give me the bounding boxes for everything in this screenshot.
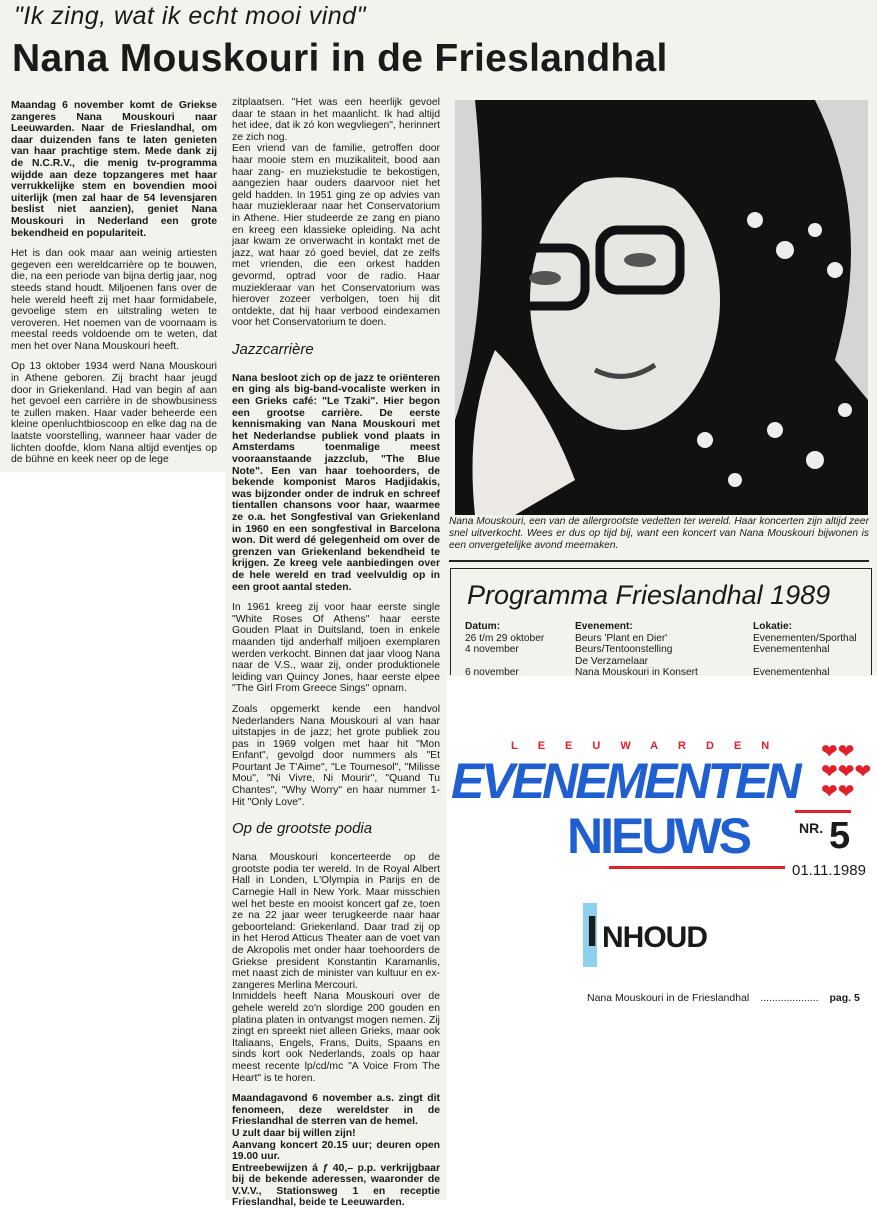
cell: 26 t/m 29 oktober [465,632,545,644]
divider [449,560,869,562]
cell: Evenementenhal [753,644,830,655]
cell: 4 november [465,644,519,655]
cell-empty [753,656,857,668]
programma-title: Programma Frieslandhal 1989 [467,580,831,610]
paragraph: Nana besloot zich op de jazz te oriënteren en ging als big-band-vocaliste werken in een Grieks café: "Le Tzaki". Hier begon een grootse carrière. De eerste kennismaking van Nana Mouskouri met het Nederlandse publiek vond plaats in Amsterdams toenmalige meest vooraanstaande jazzclub, "The Blue Note". Een van haar toehoorders, de bekende komponist Maros Hadjidakis, was bijzonder onder de indruk en schreef tientallen chansons voor haar, waarmee ze o.a. het Songfestival van Griekenland in 1960 en een songfestival in Barcelona won. Dit werd dé gelegenheid om over de grenzen van Griekenland bekendheid te krijgen. Ze kreeg vele aanbiedingen over de hele wereld en trad veelvuldig op in een groot aantal steden. [232,372,440,593]
column-header: Lokatie: [753,621,793,632]
inhoud-initial: I [586,907,599,956]
article-column-1 [11,100,217,475]
photo-caption: Nana Mouskouri, een van de allergrootste vedetten ter wereld. Haar koncerten zijn altijd zeer snel uitverkocht. Wees er dus op tijd bij, want een koncert van Nana Mouskouri bijwonen is een onvergetelijke avond meemaken. [449,516,869,551]
toc-title: Nana Mouskouri in de Frieslandhal [587,992,750,1004]
cell: Beurs 'Plant en Dier' [575,632,668,644]
article-headline: Nana Mouskouri in de Frieslandhal [12,37,668,80]
paragraph: Een vriend van de familie, getroffen door haar mooie stem en muzikaliteit, bood aan haar zang- en muziekstudie te bekostigen, aangezien haar ouders daarvoor niet het geld hadden. In 1951 ging ze op advies van haar muziekleraar naar het Conservatorium in Athene. Hier studeerde ze zang en piano en kreeg een klassieke opleiding. Na acht jaar kwam ze onverwacht in kontakt met de jazz, wat haar zó goed beviel, dat ze zelfs met vrienden, die een orkest hadden gevormd, optrad voor de radio. Haar muziekleraar van het Conservatorium was hierover zozeer verbolgen, toen hij dit ontdekte, dat hij haar verbood eindexamen voor het Conservatorium te doen. [232,143,440,329]
programma-box [450,568,872,678]
masthead-line1: EVENEMENTEN [451,753,799,809]
red-rule-top [795,810,851,813]
portrait-photo [455,100,868,515]
column-header: Datum: [465,621,501,632]
paragraph: Nana Mouskouri koncerteerde op de grootste podia ter wereld. In de Royal Albert Hall in Londen, L'Olympia in Parijs en de Carnegie Hall in New York. Maar misschien wel het beste en mooist koncert gaf ze, toen ze na 22 jaar weer terugkeerde naar haar geboorteland: Griekenland. Daar trad zij op in het Herod Atticus Theater aan de voet van de Akropolis met onder haar toehoorders de Griekse president Konstantin Karamanlis, met naast zich de minister van kultuur en ex-zangeres Merlina Mercouri. [232,852,440,991]
toc-entry[interactable] [587,992,860,1005]
article-kicker: "Ik zing, wat ik echt mooi vind" [14,2,366,30]
programma-column-datum [465,621,544,679]
programma-column-lokatie [753,621,857,679]
subheading-grootste-podia: Op de grootste podia [232,820,373,838]
toc-page: pag. 5 [829,992,860,1004]
paragraph: Maandagavond 6 november a.s. zingt dit fenomeen, deze wereldster in de Frieslandhal de sterren van de hemel. [232,1093,440,1128]
column-header: Evenement: [575,621,633,632]
paragraph: zitplaatsen. "Het was een heerlijk gevoel daar te staan in het maanlicht. Ik had altijd het idee, dat ik zó kon wegvliegen", herinnert ze zich nog. [232,97,440,143]
subheading-jazzcarriere: Jazzcarrière [232,340,314,358]
paragraph: Entreebewijzen á ƒ 40,– p.p. verkrijgbaar bij de bekende aderessen, waaronder de V.V.V., Stationsweg 1 en receptie Frieslandhal, beide te Leeuwarden. [232,1162,440,1209]
evenementen-nieuws-masthead [449,740,877,885]
hearts-icon: ❤❤ ❤❤❤ ❤❤ [821,741,872,803]
cell: 6 november [465,667,519,678]
paragraph: Op 13 oktober 1934 werd Nana Mouskouri in Athene geboren. Zij bracht haar jeugd door in Griekenland. Had van begin af aan het gevoel een carrière in de showbusiness te zullen maken. Haar vader beheerde een kleine openluchtbioscoop en elke dag na de laatste voorstelling, wanneer haar vader de lichten doofde, klom Nana altijd eventjes op de bühne en keek neer op de lege [11,361,217,466]
cell: De Verzamelaar [575,655,649,667]
masthead-city: LEEUWARDEN [511,740,790,752]
issue-number: 5 [829,815,851,857]
cell: Nana Mouskouri in Konsert [575,667,698,678]
lead-paragraph: Maandag 6 november komt de Griekse zangeres Nana Mouskouri naar Leeuwarden. Naar de Frieslandhal, om daar duizenden fans te laten genieten van haar prachtige stem. Mede dank zij de N.C.R.V., die menig tv-programma wijdde aan deze topzangeres met haar verrukkelijke stem en bovendien mooi uiterlijk (men zal haar de 54 levensjaren beslist niet aanzien), geniet Nana Mouskouri in Nederland een grote bekendheid en populariteit. [11,100,217,239]
toc-leader: .................... [760,992,819,1004]
red-rule-bottom [609,866,785,869]
cell: Evenementenhal [753,667,830,678]
cell: Beurs/Tentoonstelling [575,644,673,655]
issue-date: 01.11.1989 [792,862,866,879]
paragraph: Inmiddels heeft Nana Mouskouri over de gehele wereld zo'n slordige 200 gouden en platina platen in ontvangst mogen nemen. Zij zingt en spreekt niet alleen Grieks, maar ook Italiaans, Engels, Frans, Duits, Spaans en sinds kort ook Nederlands, zoals op haar meest recente lp/cd/mc "A Voice From The Heart" is te horen. [232,991,440,1084]
cell-empty [465,656,544,668]
paragraph: Aanvang koncert 20.15 uur; deuren open 19.00 uur. [232,1139,440,1163]
article-column-2 [232,97,440,1209]
paragraph: Zoals opgemerkt kende een handvol Nederlanders Nana Mouskouri al van haar uitstapjes in de jazz; het grote publiek zou pas in 1969 volgen met haar hit "Mon Enfant", gevolgd door nummers als "Et Pourtant Je T'Aime", "Le Tournesol", "Milisse Mou", "Ni Vivre, Ni Mourir", "Quand Tu Chantes", "Why Worry" en haar nummer 1-Hit "Only Love". [232,703,440,808]
masthead-line2: NIEUWS [567,808,749,864]
paragraph: In 1961 kreeg zij voor haar eerste single "White Roses Of Athens" haar eerste Gouden Plaat in Duitsland, toen in enkele maanden tijd anderhalf miljoen exemplaren werden verkocht. Binnen dat jaar vloog Nana naar de V.S., waar zij, onder produktionele leiding van Quincy Jones, haar eerste elpee "The Girl From Greece Sings" opnam. [232,602,440,695]
cell: Evenementen/Sporthal [753,632,857,644]
paragraph: Het is dan ook maar aan weinig artiesten gegeven een wereldcarrière op te bouwen, die, na een periode van bijna dertig jaar, nog steeds stand houdt. Miljoenen fans over de hele wereld heeft zij met haar formidabele, gevoelige stem en uitstraling weten te veroveren. Het noemen van de voornaam is meestal reeds voldoende om te weten, dat men het over Nana Mouskouri heeft. [11,248,217,352]
paragraph: U zult daar bij willen zijn! [232,1127,356,1139]
inhoud-rest: NHOUD [602,921,707,954]
programma-column-evenement [575,621,698,679]
issue-label: NR. [799,820,824,836]
